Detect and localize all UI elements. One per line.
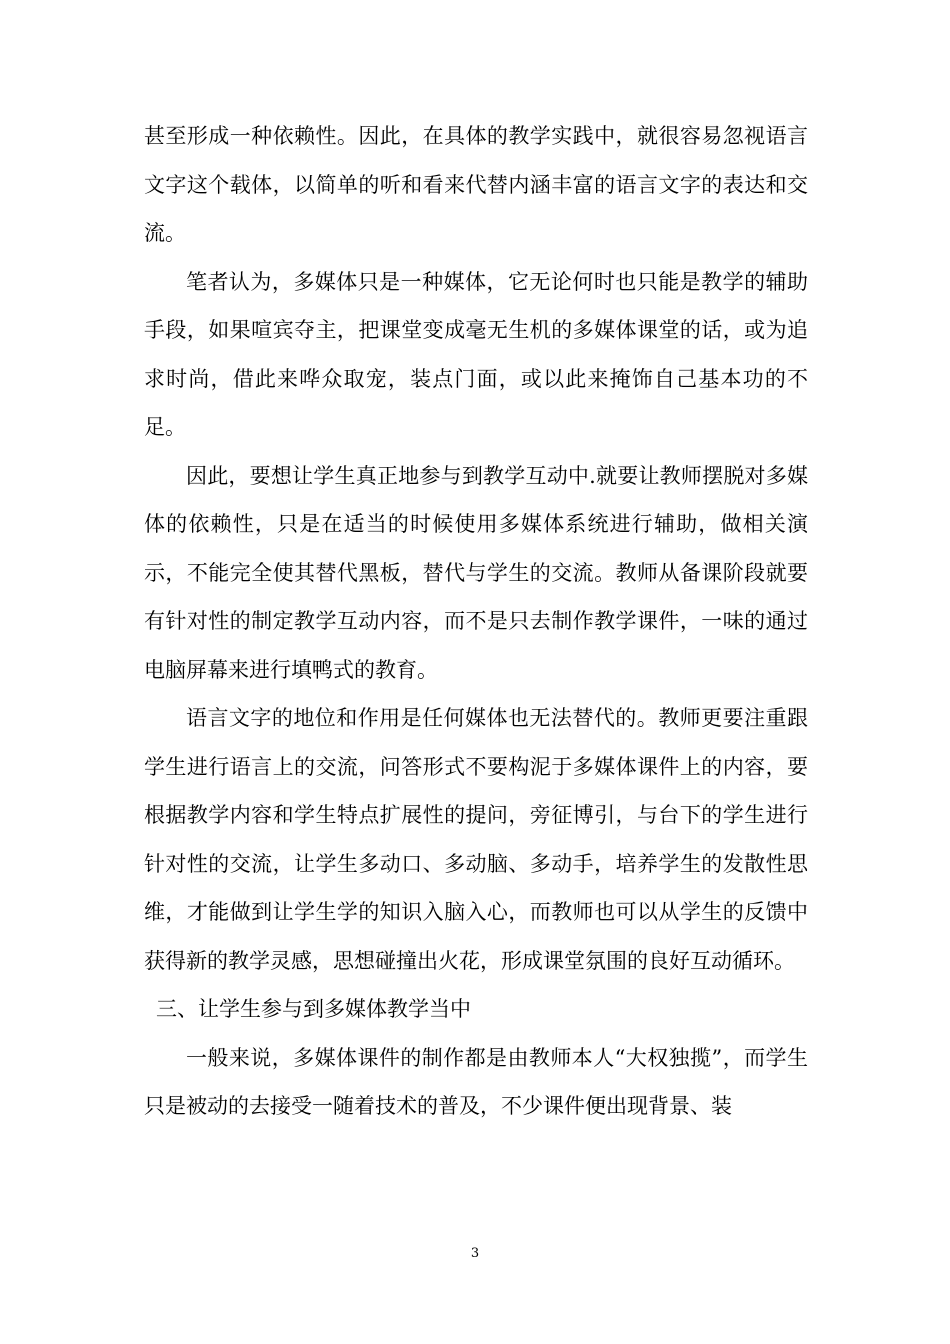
paragraph-teacher-dependency: 因此，要想让学生真正地参与到教学互动中.就要让教师摆脱对多媒体的依赖性，只是在适当的时候使用多媒体系统进行辅助，做相关演示，不能完全使其替代黑板，替代与学生的交流。教师从备课阶段就要有针对性的制定教学互动内容，而不是只去制作教学课件，一味的通过电脑屏幕来进行填鸭式的教育。 bbox=[144, 463, 808, 682]
paragraph-language-role: 语言文字的地位和作用是任何媒体也无法替代的。教师更要注重跟学生进行语言上的交流，问答形式不要构泥于多媒体课件上的内容，要根据教学内容和学生特点扩展性的提问，旁征博引，与台下的学生进行针对性的交流，让学生多动口、多动脑、多动手，培养学生的发散性思维，才能做到让学生学的知识入脑入心，而教师也可以从学生的反馈中获得新的教学灵感，思想碰撞出火花，形成课堂氛围的良好互动循环。 bbox=[144, 706, 808, 973]
page-number: 3 bbox=[470, 1246, 480, 1261]
paragraph-author-view: 笔者认为，多媒体只是一种媒体，它无论何时也只能是教学的辅助手段，如果喧宾夺主，把课堂变成毫无生机的多媒体课堂的话，或为追求时尚，借此来哗众取宠，装点门面，或以此来掩饰自己基本功的不足。 bbox=[144, 269, 808, 439]
section-heading: 三、让学生参与到多媒体教学当中 bbox=[156, 997, 471, 1021]
paragraph-courseware: 一般来说，多媒体课件的制作都是由教师本人“大权独揽”，而学生只是被动的去接受一随着技术的普及，不少课件便出现背景、装 bbox=[144, 1045, 808, 1118]
paragraph-continuation: 甚至形成一种依赖性。因此，在具体的教学实践中，就很容易忽视语言文字这个载体，以简单的听和看来代替内涵丰富的语言文字的表达和交流。 bbox=[144, 124, 808, 245]
document-body bbox=[144, 112, 808, 1131]
